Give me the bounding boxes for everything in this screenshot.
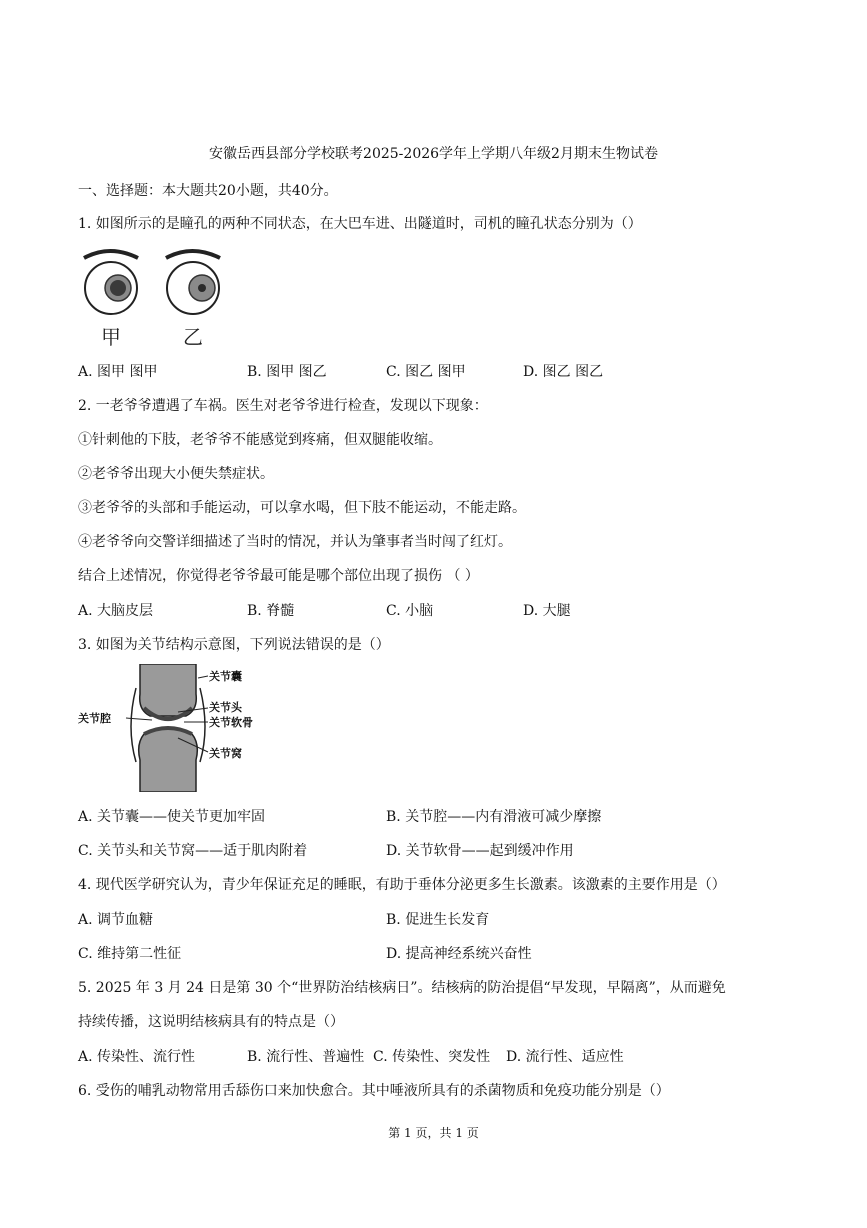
option-d[interactable]: D. 大腿 bbox=[523, 603, 571, 619]
option-b[interactable]: B. 图甲 图乙 bbox=[247, 364, 327, 380]
question-5-stem: 5. 2025 年 3 月 24 日是第 30 个“世界防治结核病日”。结核病的防治提倡“早发现，早隔离”，从而避免 bbox=[78, 980, 726, 996]
eyebrow-b-icon bbox=[166, 251, 220, 258]
joint-figure bbox=[78, 664, 278, 792]
option-b[interactable]: B. 流行性、普遍性 bbox=[247, 1049, 365, 1065]
eyebrow-a-icon bbox=[84, 251, 138, 258]
option-d[interactable]: D. 流行性、适应性 bbox=[506, 1049, 624, 1065]
option-b[interactable]: B. 脊髓 bbox=[247, 603, 295, 619]
option-c[interactable]: C. 小脑 bbox=[386, 603, 434, 619]
question-5-stem-cont: 持续传播，这说明结核病具有的特点是（） bbox=[78, 1014, 344, 1030]
option-a[interactable]: A. 图甲 图甲 bbox=[78, 364, 158, 380]
pupil-a-icon bbox=[110, 280, 126, 296]
option-c[interactable]: C. 图乙 图甲 bbox=[386, 364, 466, 380]
question-2-item: ①针刺他的下肢，老爷爷不能感觉到疼痛，但双腿能收缩。 bbox=[78, 432, 442, 448]
fig-label-a: 甲 bbox=[101, 325, 121, 349]
option-d[interactable]: D. 提高神经系统兴奋性 bbox=[386, 946, 532, 962]
question-2-item: ②老爷爷出现大小便失禁症状。 bbox=[78, 466, 274, 482]
label-socket: 关节窝 bbox=[209, 747, 242, 760]
fig-label-b: 乙 bbox=[183, 325, 203, 349]
option-c[interactable]: C. 维持第二性征 bbox=[78, 946, 182, 962]
question-2-item: ③老爷爷的头部和手能运动，可以拿水喝，但下肢不能运动，不能走路。 bbox=[78, 500, 526, 516]
page-footer: 第 1 页，共 1 页 bbox=[388, 1126, 479, 1140]
question-1-stem: 1. 如图所示的是瞳孔的两种不同状态，在大巴车进、出隧道时，司机的瞳孔状态分别为（） bbox=[78, 216, 642, 232]
option-a[interactable]: A. 调节血糖 bbox=[78, 912, 154, 928]
pupil-b-icon bbox=[198, 284, 206, 292]
page-title: 安徽岳西县部分学校联考2025-2026学年上学期八年级2月期末生物试卷 bbox=[209, 146, 658, 162]
pupil-figure bbox=[78, 240, 238, 350]
option-b[interactable]: B. 关节腔——内有滑液可减少摩擦 bbox=[386, 809, 602, 825]
label-cavity: 关节腔 bbox=[78, 712, 111, 725]
question-2-stem: 2. 一老爷爷遭遇了车祸。医生对老爷爷进行检查，发现以下现象： bbox=[78, 398, 488, 414]
lower-bone-icon bbox=[139, 728, 198, 792]
question-2-item: ④老爷爷向交警详细描述了当时的情况，并认为肇事者当时闯了红灯。 bbox=[78, 534, 512, 550]
option-d[interactable]: D. 关节软骨——起到缓冲作用 bbox=[386, 843, 574, 859]
label-head: 关节头 bbox=[209, 701, 242, 714]
option-c[interactable]: C. 传染性、突发性 bbox=[373, 1049, 491, 1065]
option-c[interactable]: C. 关节头和关节窝——适于肌肉附着 bbox=[78, 843, 308, 859]
option-b[interactable]: B. 促进生长发育 bbox=[386, 912, 490, 928]
question-6-stem: 6. 受伤的哺乳动物常用舌舔伤口来加快愈合。其中唾液所具有的杀菌物质和免疫功能分别是（） bbox=[78, 1083, 670, 1099]
question-3-stem: 3. 如图为关节结构示意图，下列说法错误的是（） bbox=[78, 637, 390, 653]
option-d[interactable]: D. 图乙 图乙 bbox=[523, 364, 604, 380]
question-2-prompt: 结合上述情况，你觉得老爷爷最可能是哪个部位出现了损伤 （ ） bbox=[78, 568, 479, 584]
section-heading: 一、选择题：本大题共20小题，共40分。 bbox=[78, 183, 338, 199]
label-capsule: 关节囊 bbox=[209, 670, 242, 683]
label-cartilage: 关节软骨 bbox=[209, 716, 253, 729]
option-a[interactable]: A. 传染性、流行性 bbox=[78, 1049, 196, 1065]
question-4-stem: 4. 现代医学研究认为，青少年保证充足的睡眠，有助于垂体分泌更多生长激素。该激素的主要作用是（） bbox=[78, 877, 726, 893]
option-a[interactable]: A. 大脑皮层 bbox=[78, 603, 154, 619]
upper-bone-icon bbox=[140, 664, 197, 716]
option-a[interactable]: A. 关节囊——使关节更加牢固 bbox=[78, 809, 266, 825]
